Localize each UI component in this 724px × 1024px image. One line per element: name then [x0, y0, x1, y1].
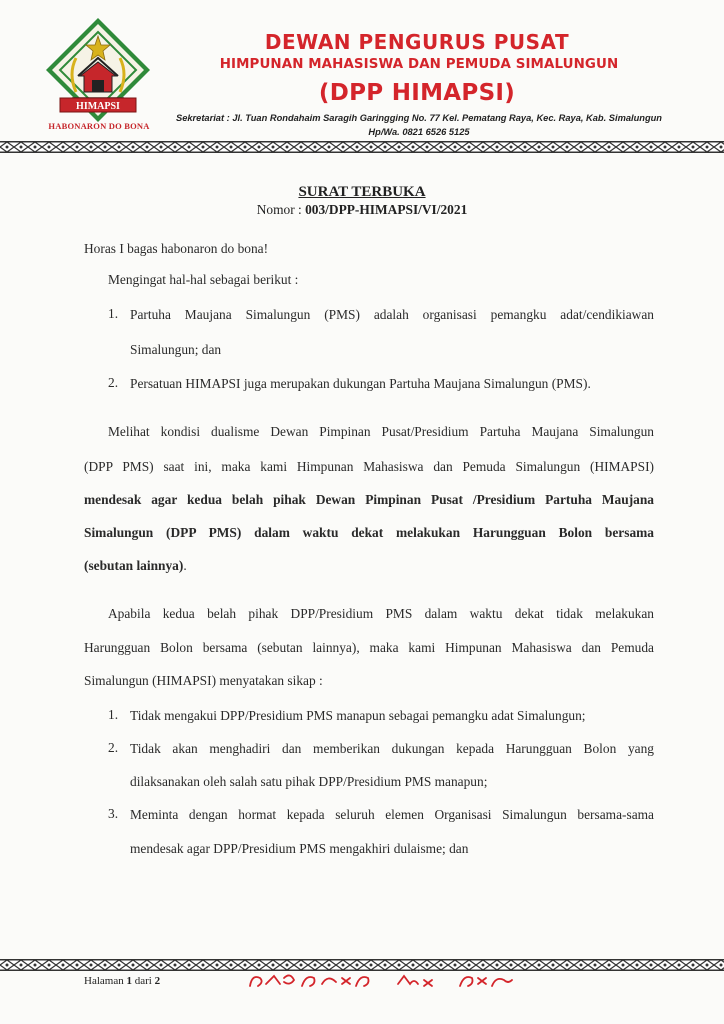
list-item-continuation: mendesak agar DPP/Presidium PMS mengakhiri dulaisme; dan [130, 841, 469, 856]
page-total: 2 [154, 975, 161, 987]
list-item: Meminta dengan hormat kepada seluruh elemen Organisasi Simalungun bersama-sama [130, 807, 654, 822]
number-value: 003/DPP-HIMAPSI/VI/2021 [305, 202, 468, 217]
greeting: Horas I bagas habonaron do bona! [84, 241, 269, 256]
org-title: DEWAN PENGURUS PUSAT [264, 30, 570, 54]
list-item: Tidak mengakui DPP/Presidium PMS manapun sebagai pemangku adat Simalungun; [130, 708, 586, 723]
page-current: 1 [126, 975, 132, 987]
org-abbreviation: (DPP HIMAPSI) [318, 80, 516, 106]
paragraph-line [84, 557, 187, 575]
ornamental-border-top [0, 140, 724, 152]
simalungun-script-icon [246, 968, 518, 994]
paragraph-bold-end: (sebutan lainnya) [84, 558, 184, 573]
paragraph-line: Apabila kedua belah pihak DPP/Presidium PMS dalam waktu dekat tidak melakukan [108, 606, 654, 621]
list-item-continuation: Simalungun; dan [130, 342, 222, 357]
list-number: 3. [108, 806, 119, 821]
page-indicator [84, 975, 160, 987]
letter-number [0, 202, 724, 218]
list-number: 1. [108, 707, 119, 722]
number-label: Nomor : [256, 202, 306, 217]
paragraph-line-bold: Simalungun (DPP PMS) dalam waktu dekat melakukan Harungguan Bolon bersama [84, 525, 654, 540]
list-number: 2. [108, 375, 119, 390]
list-item: Partuha Maujana Simalungun (PMS) adalah organisasi pemangku adat/cendikiawan [130, 307, 654, 322]
list-item-continuation: dilaksanakan oleh salah satu pihak DPP/Presidium PMS manapun; [130, 774, 488, 789]
page-of: dari [131, 975, 155, 987]
logo-text: HIMAPSI [76, 101, 120, 112]
paragraph-line: Simalungun (HIMAPSI) menyatakan sikap : [84, 673, 323, 688]
paragraph-line-bold: mendesak agar kedua belah pihak Dewan Pimpinan Pusat /Presidium Partuha Maujana [84, 492, 654, 507]
paragraph-line: Melihat kondisi dualisme Dewan Pimpinan Pusat/Presidium Partuha Maujana Simalungun [108, 424, 654, 439]
org-fullname: HIMPUNAN MAHASISWA DAN PEMUDA SIMALUNGUN [219, 57, 619, 72]
list-number: 1. [108, 306, 119, 321]
paragraph-period: . [183, 558, 187, 573]
list-item: Persatuan HIMAPSI juga merupakan dukungan Partuha Maujana Simalungun (PMS). [130, 376, 591, 391]
address-line: Sekretariat : Jl. Tuan Rondahaim Saragih Garingging No. 77 Kel. Pematang Raya, Kec. Raya, Kab. Simalungun [176, 113, 662, 123]
page-label: Halaman [84, 975, 127, 987]
paragraph-line: Harungguan Bolon bersama (sebutan lainnya), maka kami Himpunan Mahasiswa dan Pemuda [84, 640, 654, 655]
org-address [162, 111, 676, 139]
letter-title: SURAT TERBUKA [298, 184, 426, 200]
paragraph-line: (DPP PMS) saat ini, maka kami Himpunan Mahasiswa dan Pemuda Simalungun (HIMAPSI) [84, 459, 654, 474]
list-item: Tidak akan menghadiri dan memberikan dukungan kepada Harungguan Bolon yang [130, 741, 654, 756]
himapsi-emblem-icon [42, 14, 154, 134]
intro-text: Mengingat hal-hal sebagai berikut : [108, 272, 299, 287]
list-number: 2. [108, 740, 119, 755]
phone-line: Hp/Wa. 0821 6526 5125 [368, 127, 470, 137]
logo-caption: HABONARON DO BONA [48, 121, 150, 131]
